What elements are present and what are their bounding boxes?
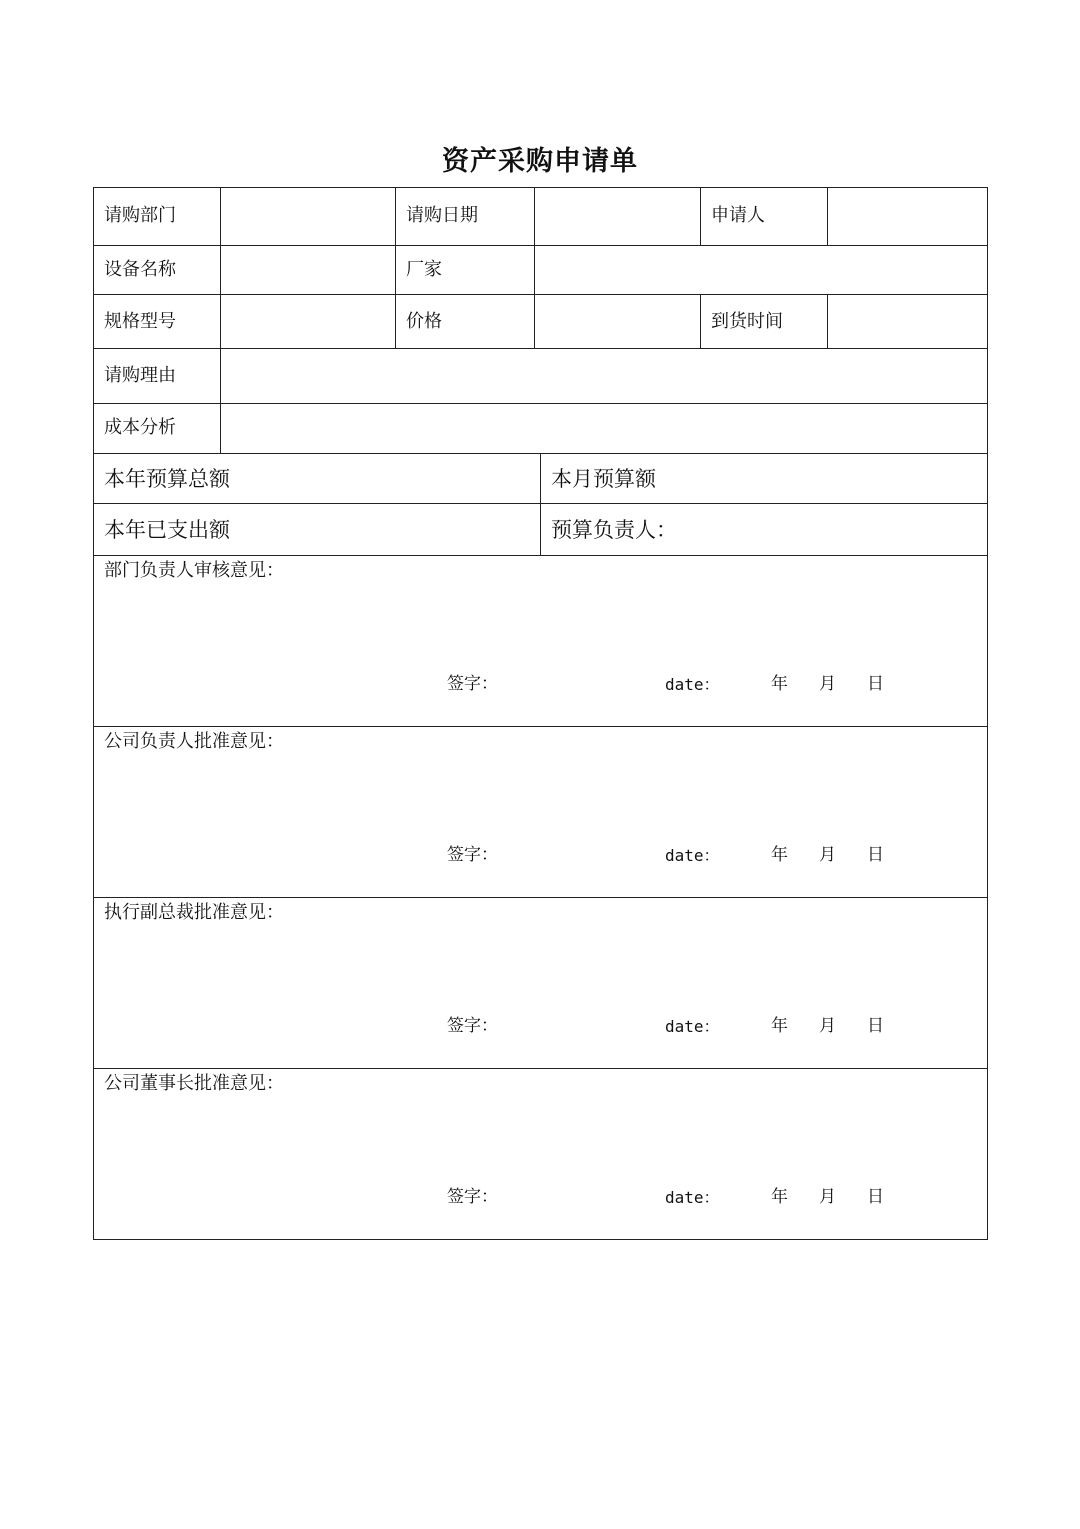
signature-label: 签字： bbox=[447, 845, 498, 865]
day-label: 日 bbox=[867, 845, 884, 865]
dept-label: 请购部门 bbox=[104, 205, 176, 226]
signature-label: 签字： bbox=[447, 1016, 498, 1036]
approval-opinion-field[interactable] bbox=[94, 590, 987, 670]
col-divider bbox=[395, 187, 396, 349]
day-label: 日 bbox=[867, 1016, 884, 1036]
manufacturer-field[interactable] bbox=[535, 246, 987, 294]
equipment-name-field[interactable] bbox=[221, 246, 395, 294]
applicant-label: 申请人 bbox=[711, 205, 765, 226]
monthly-budget-label: 本月预算额 bbox=[551, 467, 656, 491]
month-label: 月 bbox=[819, 1187, 836, 1207]
row-divider bbox=[93, 726, 988, 727]
month-label: 月 bbox=[819, 674, 836, 694]
month-label: 月 bbox=[819, 845, 836, 865]
day-label: 日 bbox=[867, 674, 884, 694]
spec-model-field[interactable] bbox=[221, 295, 395, 348]
date-label: date： bbox=[665, 846, 720, 865]
approval-opinion-field[interactable] bbox=[94, 761, 987, 841]
row-divider bbox=[93, 1068, 988, 1069]
price-label: 价格 bbox=[406, 311, 442, 332]
year-label: 年 bbox=[771, 1016, 788, 1036]
spec-model-label: 规格型号 bbox=[104, 311, 176, 332]
col-divider bbox=[700, 294, 701, 349]
year-label: 年 bbox=[771, 674, 788, 694]
arrival-time-field[interactable] bbox=[828, 295, 987, 348]
approval-title: 执行副总裁批准意见： bbox=[104, 902, 284, 923]
applicant-field[interactable] bbox=[828, 188, 987, 245]
cost-analysis-field[interactable] bbox=[221, 404, 987, 453]
annual-spent-label: 本年已支出额 bbox=[104, 518, 230, 542]
year-label: 年 bbox=[771, 1187, 788, 1207]
day-label: 日 bbox=[867, 1187, 884, 1207]
year-label: 年 bbox=[771, 845, 788, 865]
row-divider bbox=[93, 897, 988, 898]
border-left bbox=[93, 187, 94, 1240]
border-right bbox=[987, 187, 988, 1240]
request-date-label: 请购日期 bbox=[406, 205, 478, 226]
month-label: 月 bbox=[819, 1016, 836, 1036]
purchase-reason-label: 请购理由 bbox=[104, 365, 176, 386]
page-title: 资产采购申请单 bbox=[442, 146, 638, 177]
date-label: date： bbox=[665, 675, 720, 694]
dept-field[interactable] bbox=[221, 188, 395, 245]
purchase-reason-field[interactable] bbox=[221, 349, 987, 403]
border-bottom bbox=[93, 1239, 988, 1240]
cost-analysis-label: 成本分析 bbox=[104, 417, 176, 438]
request-date-field[interactable] bbox=[535, 188, 700, 245]
approval-title: 公司董事长批准意见： bbox=[104, 1073, 284, 1094]
equipment-name-label: 设备名称 bbox=[104, 259, 176, 280]
approval-opinion-field[interactable] bbox=[94, 932, 987, 1012]
approval-title: 公司负责人批准意见： bbox=[104, 731, 284, 752]
annual-budget-label: 本年预算总额 bbox=[104, 467, 230, 491]
date-label: date： bbox=[665, 1188, 720, 1207]
date-label: date： bbox=[665, 1017, 720, 1036]
signature-label: 签字： bbox=[447, 1187, 498, 1207]
price-field[interactable] bbox=[535, 295, 700, 348]
budget-owner-label: 预算负责人： bbox=[551, 518, 677, 542]
signature-label: 签字： bbox=[447, 674, 498, 694]
col-divider bbox=[540, 453, 541, 556]
approval-opinion-field[interactable] bbox=[94, 1103, 987, 1183]
arrival-time-label: 到货时间 bbox=[711, 311, 783, 332]
approval-title: 部门负责人审核意见： bbox=[104, 560, 284, 581]
col-divider bbox=[700, 187, 701, 246]
manufacturer-label: 厂家 bbox=[406, 259, 442, 280]
